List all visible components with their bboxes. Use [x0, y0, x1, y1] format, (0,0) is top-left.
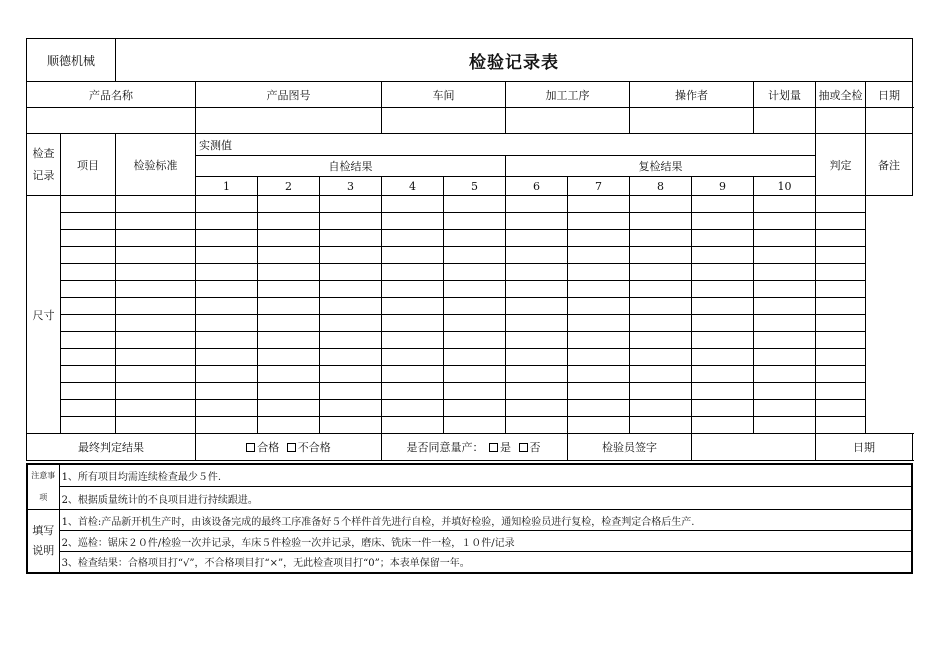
- measured-cell[interactable]: [320, 213, 382, 230]
- measured-cell[interactable]: [116, 281, 196, 298]
- table-row: [27, 349, 913, 366]
- fill-line-2: 2、巡检：锯床２０件/检验一次并记录，车床５件检验一次并记录，磨床、铣床一件一检，１０件/记录: [59, 531, 912, 552]
- measured-cell[interactable]: [568, 417, 630, 434]
- measured-cell[interactable]: [382, 213, 444, 230]
- judge-cell[interactable]: [754, 400, 816, 417]
- measured-cell[interactable]: [506, 315, 568, 332]
- table-row: [27, 298, 913, 315]
- measured-cell[interactable]: [116, 213, 196, 230]
- standard-cell[interactable]: [61, 400, 116, 417]
- measured-cell[interactable]: [692, 264, 754, 281]
- measured-cell[interactable]: [506, 400, 568, 417]
- measured-cell[interactable]: [444, 264, 506, 281]
- date-cell[interactable]: [866, 108, 913, 134]
- plan-qty-cell[interactable]: [754, 108, 816, 134]
- measured-cell[interactable]: [196, 230, 258, 247]
- judge-cell[interactable]: [754, 417, 816, 434]
- measured-cell[interactable]: [444, 400, 506, 417]
- judge-cell[interactable]: [754, 230, 816, 247]
- measured-cell[interactable]: [630, 332, 692, 349]
- measured-cell[interactable]: [692, 298, 754, 315]
- measured-cell[interactable]: [568, 264, 630, 281]
- measured-cell[interactable]: [258, 247, 320, 264]
- standard-header: 检验标准: [116, 134, 196, 196]
- measured-cell[interactable]: [630, 230, 692, 247]
- workshop-header: 车间: [382, 82, 506, 108]
- measured-cell[interactable]: [382, 281, 444, 298]
- remark-cell[interactable]: [816, 383, 866, 400]
- workshop-cell[interactable]: [382, 108, 506, 134]
- table-row: [27, 332, 913, 349]
- result-date-label: 日期: [816, 434, 913, 461]
- measured-cell[interactable]: [320, 281, 382, 298]
- measured-cell[interactable]: [630, 366, 692, 383]
- measured-cell[interactable]: [382, 383, 444, 400]
- measured-cell[interactable]: [506, 349, 568, 366]
- measured-cell[interactable]: [258, 315, 320, 332]
- standard-cell[interactable]: [61, 196, 116, 213]
- drawing-no-header: 产品图号: [196, 82, 382, 108]
- fill-line-1: 1、首检:产品新开机生产时，由该设备完成的最终工序准备好５个样件首先进行自检，并填好检验，通知检验员进行复检，检查判定合格后生产.: [59, 510, 912, 531]
- attention-label: 注意事项: [27, 464, 59, 510]
- process-header: 加工工序: [506, 82, 630, 108]
- measured-cell[interactable]: [196, 247, 258, 264]
- table-row: [27, 196, 913, 213]
- measured-cell[interactable]: [196, 332, 258, 349]
- standard-cell[interactable]: [61, 281, 116, 298]
- sample-number-header: 2: [258, 177, 320, 196]
- measured-cell[interactable]: [320, 332, 382, 349]
- judge-header: 判定: [816, 134, 866, 196]
- measured-cell[interactable]: [320, 264, 382, 281]
- measured-cell[interactable]: [382, 247, 444, 264]
- measured-cell[interactable]: [506, 366, 568, 383]
- measured-cell[interactable]: [506, 213, 568, 230]
- measured-cell[interactable]: [116, 366, 196, 383]
- sampling-header: 抽或全检: [816, 82, 866, 108]
- measured-cell[interactable]: [630, 298, 692, 315]
- measured-cell[interactable]: [116, 315, 196, 332]
- measured-cell[interactable]: [116, 196, 196, 213]
- measured-cell[interactable]: [444, 417, 506, 434]
- item-name-cell: 尺寸: [27, 196, 61, 434]
- measured-cell[interactable]: [258, 349, 320, 366]
- table-row: [27, 383, 913, 400]
- table-row: [27, 400, 913, 417]
- measured-cell[interactable]: [320, 230, 382, 247]
- measured-cell[interactable]: [116, 332, 196, 349]
- measured-cell[interactable]: [692, 383, 754, 400]
- measured-cell[interactable]: [382, 349, 444, 366]
- measured-cell[interactable]: [196, 366, 258, 383]
- measured-cell[interactable]: [630, 196, 692, 213]
- measured-cell[interactable]: [444, 315, 506, 332]
- sampling-cell[interactable]: [816, 108, 866, 134]
- sample-number-header: 1: [196, 177, 258, 196]
- standard-cell[interactable]: [61, 315, 116, 332]
- measured-cell[interactable]: [630, 264, 692, 281]
- measured-cell[interactable]: [568, 366, 630, 383]
- judge-cell[interactable]: [754, 281, 816, 298]
- measured-cell[interactable]: [320, 400, 382, 417]
- table-row: [27, 264, 913, 281]
- pass-checkbox[interactable]: [246, 443, 255, 452]
- measured-cell[interactable]: [320, 417, 382, 434]
- measured-cell[interactable]: [444, 366, 506, 383]
- remark-cell[interactable]: [816, 196, 866, 213]
- standard-cell[interactable]: [61, 332, 116, 349]
- judge-cell[interactable]: [754, 264, 816, 281]
- inspector-sign-label: 检验员签字: [568, 434, 692, 461]
- remark-cell[interactable]: [816, 281, 866, 298]
- measured-cell[interactable]: [116, 247, 196, 264]
- measured-cell[interactable]: [116, 264, 196, 281]
- measured-cell[interactable]: [692, 332, 754, 349]
- measured-cell[interactable]: [444, 213, 506, 230]
- remark-cell[interactable]: [816, 417, 866, 434]
- table-row: [27, 315, 913, 332]
- measured-cell[interactable]: [506, 332, 568, 349]
- standard-cell[interactable]: [61, 417, 116, 434]
- measured-cell[interactable]: [382, 332, 444, 349]
- measured-cell[interactable]: [258, 264, 320, 281]
- measured-cell[interactable]: [630, 349, 692, 366]
- measured-cell[interactable]: [196, 213, 258, 230]
- table-row: [27, 213, 913, 230]
- yes-option[interactable]: 是: [489, 441, 511, 454]
- page-title: 检验记录表: [116, 39, 913, 82]
- measured-cell[interactable]: [506, 247, 568, 264]
- measured-cell[interactable]: [258, 366, 320, 383]
- measured-cell[interactable]: [506, 230, 568, 247]
- inspector-sign-cell[interactable]: [692, 434, 816, 461]
- measured-cell[interactable]: [444, 349, 506, 366]
- measured-cell[interactable]: [196, 298, 258, 315]
- measured-cell[interactable]: [258, 417, 320, 434]
- final-result-options: [196, 434, 382, 461]
- table-row: [27, 417, 913, 434]
- sample-number-header: 5: [444, 177, 506, 196]
- remark-cell[interactable]: [816, 349, 866, 366]
- pass-option[interactable]: 合格: [246, 441, 279, 454]
- measured-cell[interactable]: [506, 298, 568, 315]
- sample-number-header: 8: [630, 177, 692, 196]
- product-name-header: 产品名称: [27, 82, 196, 108]
- measured-cell[interactable]: [320, 298, 382, 315]
- fill-line-3: 3、检查结果：合格项目打“√”，不合格项目打“×”，无此检查项目打“0”；本表单保留一年。: [59, 552, 912, 573]
- measured-cell[interactable]: [382, 366, 444, 383]
- judge-cell[interactable]: [754, 349, 816, 366]
- operator-header: 操作者: [630, 82, 754, 108]
- measured-cell[interactable]: [196, 417, 258, 434]
- measured-cell[interactable]: [692, 281, 754, 298]
- item-header: 项目: [61, 134, 116, 196]
- remark-cell[interactable]: [816, 213, 866, 230]
- recheck-header: 复检结果: [506, 156, 816, 177]
- sample-number-header: 7: [568, 177, 630, 196]
- measured-cell[interactable]: [382, 298, 444, 315]
- measured-cell[interactable]: [568, 213, 630, 230]
- measured-cell[interactable]: [116, 400, 196, 417]
- final-result-label: 最终判定结果: [27, 434, 196, 461]
- measured-cell[interactable]: [320, 196, 382, 213]
- measured-cell[interactable]: [196, 383, 258, 400]
- measured-cell[interactable]: [258, 400, 320, 417]
- measured-cell[interactable]: [382, 400, 444, 417]
- measured-cell[interactable]: [320, 349, 382, 366]
- table-row: [27, 281, 913, 298]
- operator-cell[interactable]: [630, 108, 754, 134]
- remark-cell[interactable]: [816, 315, 866, 332]
- measured-cell[interactable]: [320, 247, 382, 264]
- measured-cell[interactable]: [444, 230, 506, 247]
- measured-cell[interactable]: [196, 264, 258, 281]
- remark-cell[interactable]: [816, 298, 866, 315]
- measured-cell[interactable]: [630, 213, 692, 230]
- inspection-section-label: 检查记录: [27, 134, 61, 196]
- table-row: [27, 247, 913, 264]
- measured-cell[interactable]: [258, 298, 320, 315]
- product-name-cell[interactable]: [27, 108, 196, 134]
- attention-line-1: 1、所有项目均需连续检查最少５件.: [59, 464, 912, 487]
- measured-cell[interactable]: [630, 400, 692, 417]
- measured-cell[interactable]: [196, 400, 258, 417]
- measured-cell[interactable]: [444, 196, 506, 213]
- measured-cell[interactable]: [692, 213, 754, 230]
- judge-cell[interactable]: [754, 383, 816, 400]
- fail-checkbox[interactable]: [287, 443, 296, 452]
- table-row: [27, 230, 913, 247]
- measured-cell[interactable]: [258, 332, 320, 349]
- measured-cell[interactable]: [196, 349, 258, 366]
- no-checkbox[interactable]: [519, 443, 528, 452]
- measured-cell[interactable]: [196, 315, 258, 332]
- measured-cell[interactable]: [568, 281, 630, 298]
- measured-cell[interactable]: [444, 383, 506, 400]
- mass-production-question: 是否同意量产： 是 否: [382, 434, 568, 461]
- measured-cell[interactable]: [506, 196, 568, 213]
- measured-cell[interactable]: [258, 383, 320, 400]
- standard-cell[interactable]: [61, 247, 116, 264]
- measured-cell[interactable]: [196, 196, 258, 213]
- sample-number-header: 6: [506, 177, 568, 196]
- standard-cell[interactable]: [61, 366, 116, 383]
- judge-cell[interactable]: [754, 298, 816, 315]
- measured-cell[interactable]: [382, 196, 444, 213]
- measured-cell[interactable]: [630, 247, 692, 264]
- measured-cell[interactable]: [692, 400, 754, 417]
- measured-cell[interactable]: [506, 417, 568, 434]
- measured-cell[interactable]: [630, 281, 692, 298]
- standard-cell[interactable]: [61, 383, 116, 400]
- measured-cell[interactable]: [116, 230, 196, 247]
- measured-cell[interactable]: [506, 281, 568, 298]
- standard-cell[interactable]: [61, 264, 116, 281]
- yes-checkbox[interactable]: [489, 443, 498, 452]
- sample-number-header: 10: [754, 177, 816, 196]
- sample-number-header: 3: [320, 177, 382, 196]
- measured-cell[interactable]: [568, 383, 630, 400]
- measured-header: 实测值: [196, 134, 816, 156]
- measured-cell[interactable]: [320, 315, 382, 332]
- remark-cell[interactable]: [816, 264, 866, 281]
- measured-cell[interactable]: [568, 400, 630, 417]
- measured-cell[interactable]: [692, 230, 754, 247]
- judge-cell[interactable]: [754, 366, 816, 383]
- measured-cell[interactable]: [444, 247, 506, 264]
- table-row: [27, 366, 913, 383]
- measured-cell[interactable]: [258, 230, 320, 247]
- judge-cell[interactable]: [754, 332, 816, 349]
- measured-cell[interactable]: [116, 349, 196, 366]
- remark-cell[interactable]: [816, 366, 866, 383]
- measured-cell[interactable]: [382, 264, 444, 281]
- measured-cell[interactable]: [320, 383, 382, 400]
- measured-cell[interactable]: [692, 247, 754, 264]
- measured-cell[interactable]: [568, 315, 630, 332]
- process-cell[interactable]: [506, 108, 630, 134]
- measured-cell[interactable]: [568, 247, 630, 264]
- remark-cell[interactable]: [816, 247, 866, 264]
- no-option[interactable]: 否: [519, 441, 541, 454]
- measured-cell[interactable]: [692, 417, 754, 434]
- judge-cell[interactable]: [754, 213, 816, 230]
- remark-cell[interactable]: [816, 230, 866, 247]
- measured-cell[interactable]: [692, 366, 754, 383]
- measured-cell[interactable]: [506, 264, 568, 281]
- measured-cell[interactable]: [258, 213, 320, 230]
- measured-cell[interactable]: [506, 383, 568, 400]
- standard-cell[interactable]: [61, 230, 116, 247]
- measured-cell[interactable]: [196, 281, 258, 298]
- fail-option[interactable]: 不合格: [287, 441, 331, 454]
- remark-cell[interactable]: [816, 400, 866, 417]
- date-header: 日期: [866, 82, 913, 108]
- measured-cell[interactable]: [692, 196, 754, 213]
- notes-table: [26, 463, 913, 574]
- measured-cell[interactable]: [320, 366, 382, 383]
- measured-cell[interactable]: [444, 281, 506, 298]
- measured-cell[interactable]: [630, 417, 692, 434]
- measured-cell[interactable]: [382, 417, 444, 434]
- measured-cell[interactable]: [568, 349, 630, 366]
- measured-cell[interactable]: [116, 383, 196, 400]
- measured-cell[interactable]: [382, 315, 444, 332]
- measured-cell[interactable]: [630, 315, 692, 332]
- company-name: 顺德机械: [27, 39, 116, 82]
- measured-cell[interactable]: [258, 281, 320, 298]
- measured-cell[interactable]: [444, 332, 506, 349]
- measured-cell[interactable]: [258, 196, 320, 213]
- fill-instructions-label: 填写说明: [27, 510, 59, 573]
- measured-cell[interactable]: [568, 332, 630, 349]
- standard-cell[interactable]: [61, 349, 116, 366]
- judge-cell[interactable]: [754, 315, 816, 332]
- measured-cell[interactable]: [692, 315, 754, 332]
- measured-cell[interactable]: [568, 298, 630, 315]
- measured-cell[interactable]: [630, 383, 692, 400]
- self-check-header: 自检结果: [196, 156, 506, 177]
- standard-cell[interactable]: [61, 213, 116, 230]
- judge-cell[interactable]: [754, 196, 816, 213]
- judge-cell[interactable]: [754, 247, 816, 264]
- measured-cell[interactable]: [568, 230, 630, 247]
- drawing-no-cell[interactable]: [196, 108, 382, 134]
- remark-header: 备注: [866, 134, 913, 196]
- measured-cell[interactable]: [116, 298, 196, 315]
- measured-cell[interactable]: [568, 196, 630, 213]
- sample-number-header: 9: [692, 177, 754, 196]
- plan-qty-header: 计划量: [754, 82, 816, 108]
- sample-number-header: 4: [382, 177, 444, 196]
- measured-cell[interactable]: [444, 298, 506, 315]
- attention-line-2: 2、根据质量统计的不良项目进行持续跟进。: [59, 487, 912, 510]
- measured-cell[interactable]: [692, 349, 754, 366]
- standard-cell[interactable]: [61, 298, 116, 315]
- measured-cell[interactable]: [382, 230, 444, 247]
- inspection-record-table: [26, 38, 913, 461]
- remark-cell[interactable]: [816, 332, 866, 349]
- measured-cell[interactable]: [116, 417, 196, 434]
